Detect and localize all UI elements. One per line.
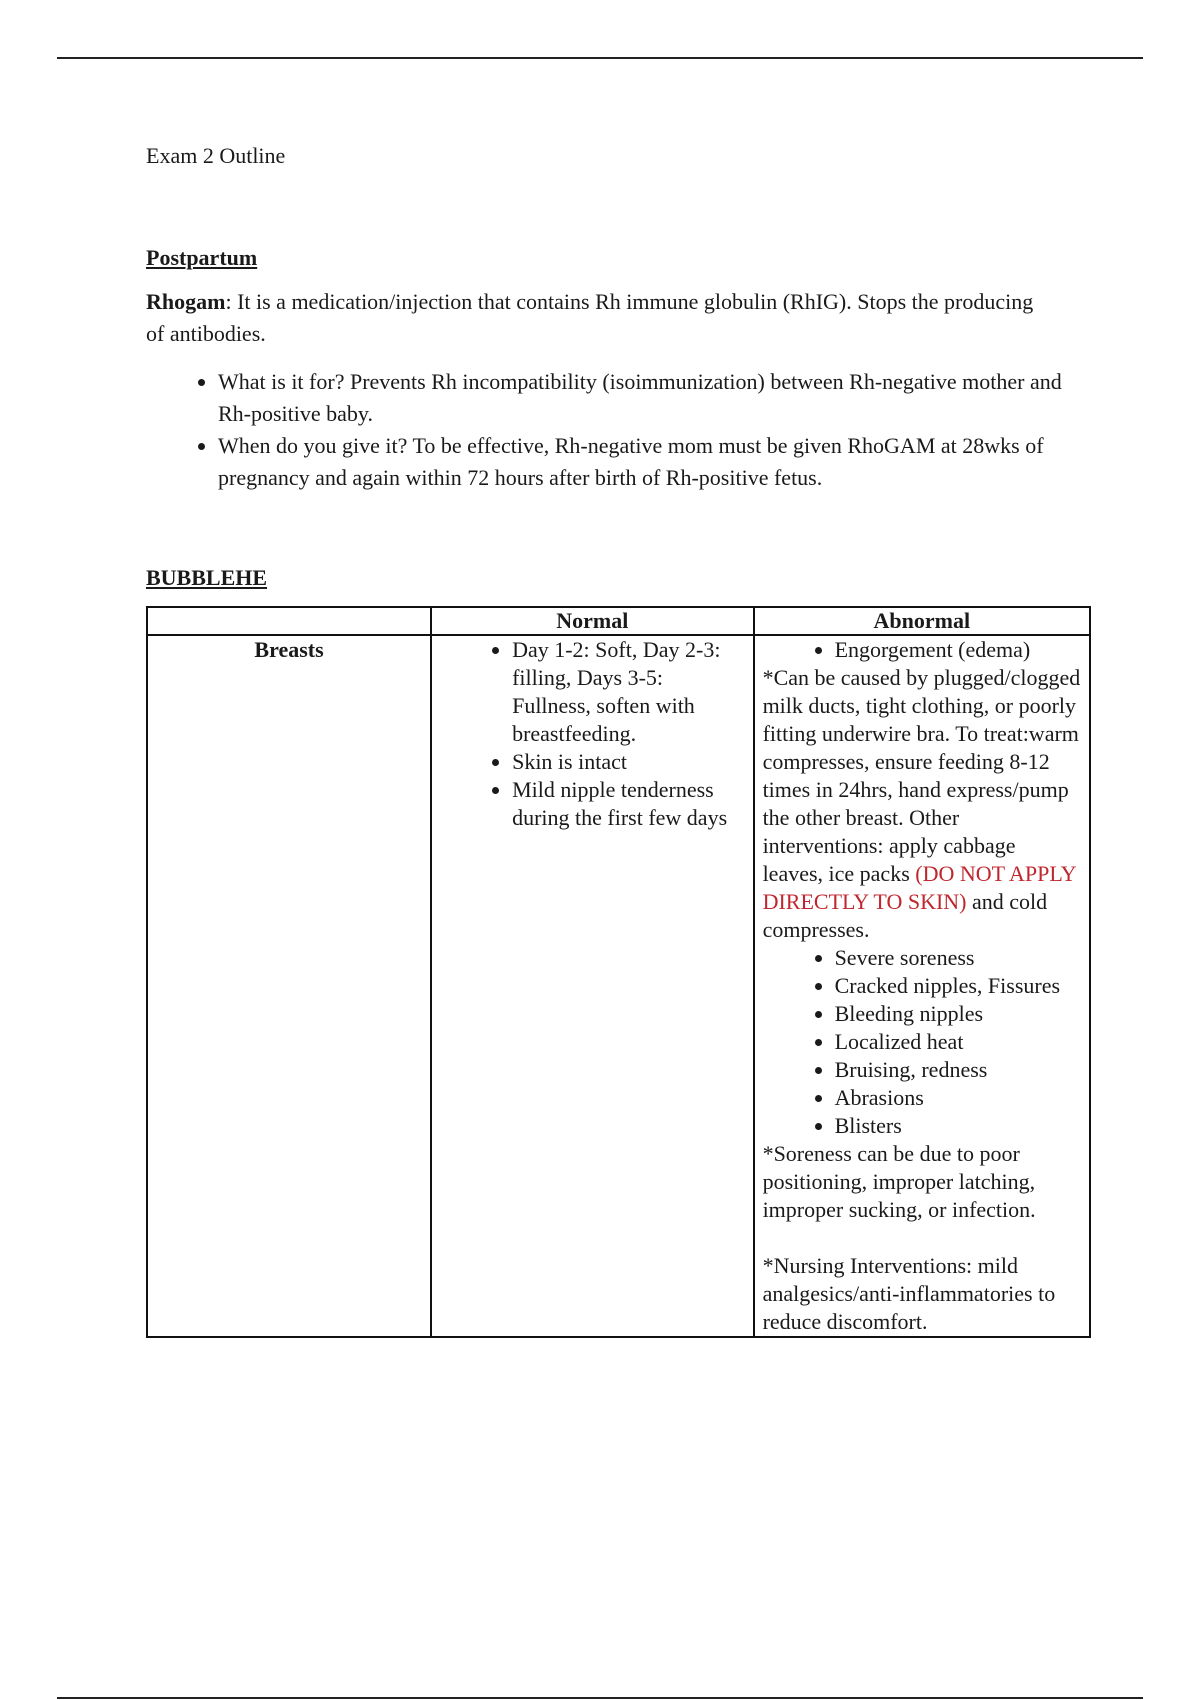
list-item: • Engorgement (edema) (835, 636, 1081, 664)
bottom-rule (57, 1697, 1143, 1699)
top-rule (57, 57, 1143, 59)
list-item: • Day 1-2: Soft, Day 2-3: filling, Days 3-5: Fullness, soften with breastfeeding. (512, 636, 744, 748)
table-header-row (147, 607, 1090, 635)
paragraph-gap (763, 1224, 1081, 1252)
postpartum-heading: Postpartum (146, 245, 258, 270)
list-item: • Bleeding nipples (835, 1000, 1081, 1028)
abnormal-first-list (763, 636, 1081, 664)
warning-text: (DO NOT APPLY DIRECTLY TO SKIN) (762, 861, 1076, 914)
cause-text: *Can be caused by plugged/clogged milk ducts, tight clothing, or poorly fitting underwire bra. To treat:warm compresses, ensure feeding 8-12 times in 24hrs, hand express/pump the other breast. Other interventions: apply cabbage leaves, ice packs (762, 665, 1081, 886)
column-header-abnormal: Abnormal (754, 607, 1090, 635)
normal-list (440, 636, 744, 832)
bubblehe-table (146, 606, 1091, 1338)
list-item: • Mild nipple tenderness during the first few days (512, 776, 744, 832)
normal-cell (431, 635, 753, 1337)
rhogam-term: Rhogam (146, 289, 226, 314)
list-item: • Localized heat (835, 1028, 1081, 1056)
rhogam-definition: : It is a medication/injection that contains Rh immune globulin (RhIG). Stops the producing of antibodies. (146, 289, 1034, 346)
bubblehe-heading: BUBBLEHE (146, 565, 268, 590)
list-item: • Blisters (835, 1112, 1081, 1140)
list-item: • What is it for? Prevents Rh incompatibility (isoimmunization) between Rh-negative mother and Rh-positive baby. (218, 366, 1068, 430)
list-item: • Bruising, redness (835, 1056, 1081, 1084)
cause-tail: and cold compresses. (762, 889, 1048, 942)
document-page (146, 140, 1091, 1338)
table-row (147, 635, 1090, 1337)
list-item: • Skin is intact (512, 748, 744, 776)
list-item: • Severe soreness (835, 944, 1081, 972)
row-label-breasts: Breasts (147, 635, 431, 1337)
column-header-blank (147, 607, 431, 635)
column-header-normal: Normal (431, 607, 753, 635)
document-title: Exam 2 Outline (146, 143, 286, 168)
list-item: • Abrasions (835, 1084, 1081, 1112)
rhogam-bullet-list (146, 366, 1068, 494)
soreness-note: *Soreness can be due to poor positioning, improper latching, improper sucking, or infection. (762, 1141, 1036, 1222)
list-item: • Cracked nipples, Fissures (835, 972, 1081, 1000)
engorgement-cause-text (763, 664, 1081, 944)
nursing-interventions-note: *Nursing Interventions: mild analgesics/anti-inflammatories to reduce discomfort. (762, 1253, 1056, 1334)
rhogam-paragraph (146, 286, 1046, 350)
list-item: • When do you give it? To be effective, Rh-negative mom must be given RhoGAM at 28wks of pregnancy and again within 72 hours after birth of Rh-positive fetus. (218, 430, 1068, 494)
abnormal-cell (754, 635, 1090, 1337)
abnormal-symptom-list (763, 944, 1081, 1140)
